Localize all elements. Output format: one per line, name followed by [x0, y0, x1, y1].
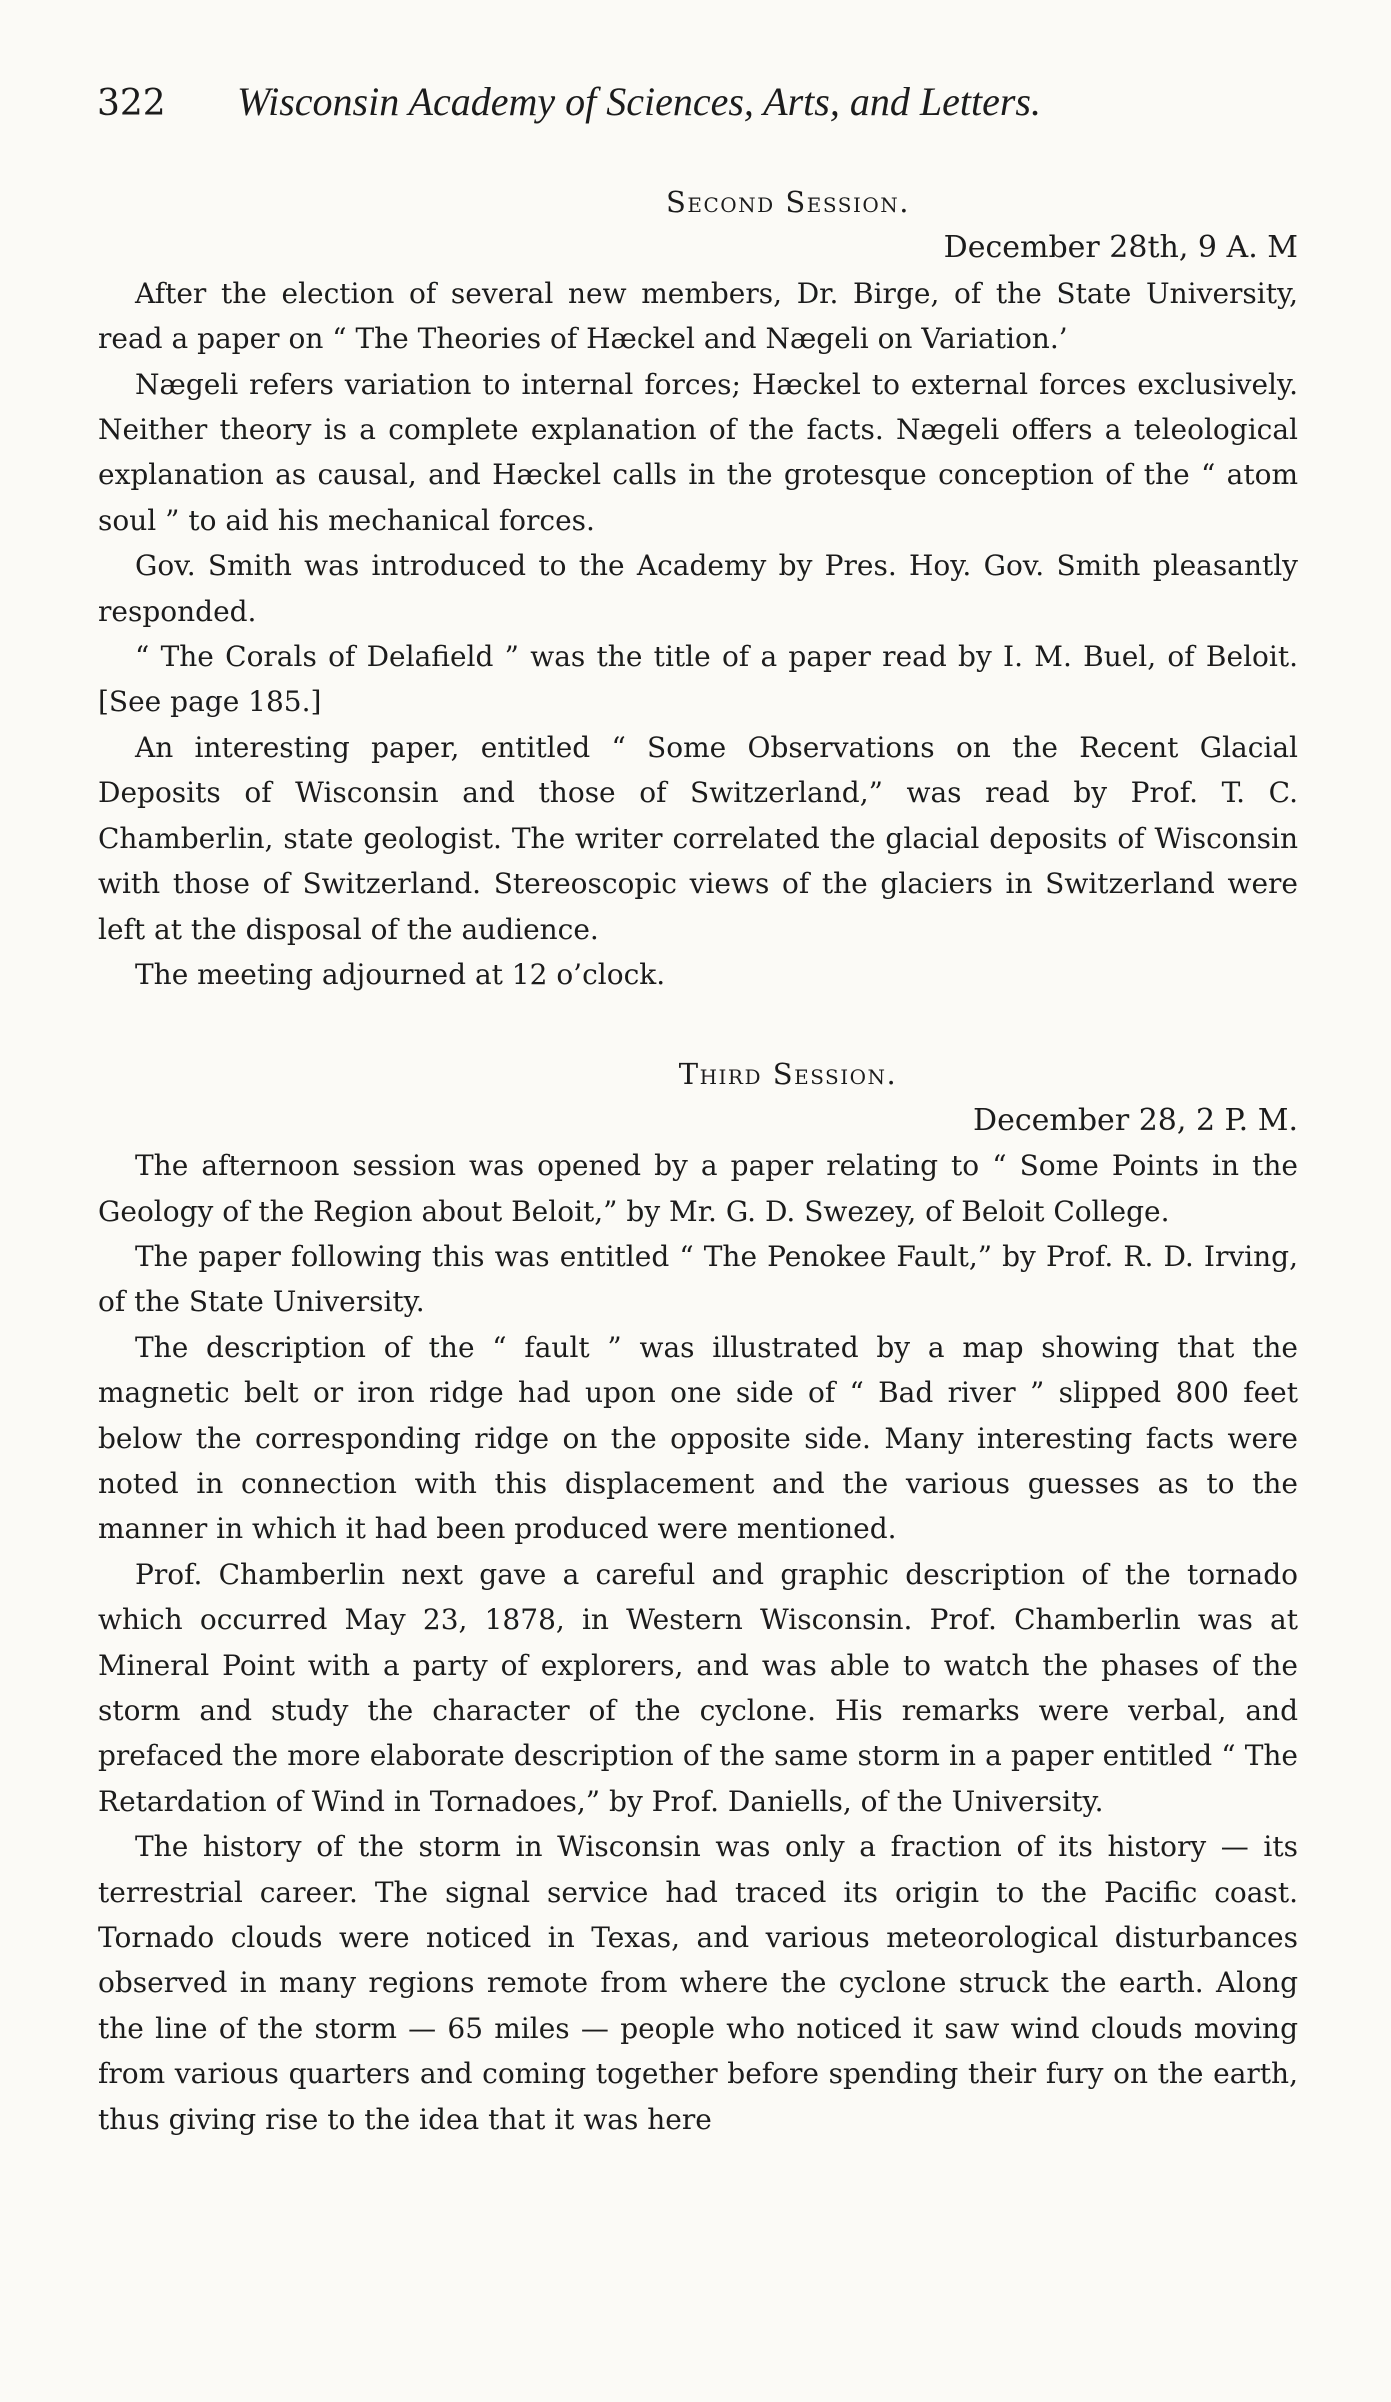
- paragraph-gov-smith: Gov. Smith was introduced to the Academy by Pres. Hoy. Gov. Smith pleasantly responded.: [98, 549, 1298, 628]
- page-number: 322: [97, 83, 166, 124]
- journal-title: Wisconsin Academy of Sciences, Arts, and Letters.: [237, 79, 1041, 124]
- paragraph-adjourned: The meeting adjourned at 12 o’clock.: [135, 957, 666, 991]
- paragraph-penokee-fault: The paper following this was entitled “ The Penokee Fault,” by Prof. R. D. Irving, of the State University.: [98, 1239, 1298, 1319]
- page-body: [98, 180, 1298, 2142]
- paragraph-beloit-geology: The afternoon session was opened by a paper relating to “ Some Points in the Geology of the Region about Beloit,” by Mr. G. D. Swezey, of Beloit College.: [98, 1149, 1298, 1228]
- second-session-heading: Second Session.: [666, 185, 910, 219]
- running-head: [97, 78, 1297, 125]
- third-session-date: December 28, 2 P. M.: [973, 1102, 1298, 1138]
- paragraph-tornado-description: Prof. Chamberlin next gave a careful and graphic description of the tornado which occurred May 23, 1878, in Western Wisconsin. Prof. Chamberlin was at Mineral Point with a party of explorers, and was able to watch the phases of the storm and study the character of the cyclone. His remarks were verbal, and prefaced the more elaborate description of the same storm in a paper entitled “ The Retardation of Wind in Tornadoes,” by Prof. Daniells, of the University.: [98, 1557, 1298, 1818]
- third-session-heading: Third Session.: [678, 1057, 898, 1092]
- third-session-section: [98, 1052, 1298, 2142]
- paragraph-glacial-deposits: An interesting paper, entitled “ Some Observations on the Recent Glacial Deposits of Wisconsin and those of Switzerland,” was read by Prof. T. C. Chamberlin, state geologist. The writer correlated the glacial deposits of Wisconsin with those of Switzerland. Stereoscopic views of the glaciers in Switzerland were left at the disposal of the audience.: [98, 730, 1298, 946]
- second-session-section: [98, 180, 1298, 997]
- paragraph-corals-delafield: “ The Corals of Delafield ” was the title of a paper read by I. M. Buel, of Beloit. [See page 185.]: [98, 640, 1298, 719]
- paragraph-naegeli-haeckel: Nægeli refers variation to internal forces; Hæckel to external forces exclusively. Neither theory is a complete explanation of the facts. Nægeli offers a teleological explanation as causal, and Hæckel calls in the grotesque conception of the “ atom soul ” to aid his mechanical forces.: [98, 367, 1298, 537]
- second-session-date: December 28th, 9 A. M: [943, 230, 1298, 266]
- paragraph-birge-paper: After the election of several new members, Dr. Birge, of the State University, read a paper on “ The Theories of Hæckel and Nægeli on Variation.’: [98, 276, 1298, 356]
- paragraph-fault-description: The description of the “ fault ” was illustrated by a map showing that the magnetic belt or iron ridge had upon one side of “ Bad river ” slipped 800 feet below the corresponding ridge on the opposite side. Many interesting facts were noted in connection with this displacement and the various guesses as to the manner in which it had been produced were mentioned.: [98, 1330, 1298, 1546]
- paragraph-storm-history: The history of the storm in Wisconsin was only a fraction of its history — its terrestrial career. The signal service had traced its origin to the Pacific coast. Tornado clouds were noticed in Texas, and various meteorological disturbances observed in many regions remote from where the cyclone struck the earth. Along the line of the storm — 65 miles — people who noticed it saw wind clouds moving from various quarters and coming together before spending their fury on the earth, thus giving rise to the idea that it was here: [98, 1830, 1298, 2136]
